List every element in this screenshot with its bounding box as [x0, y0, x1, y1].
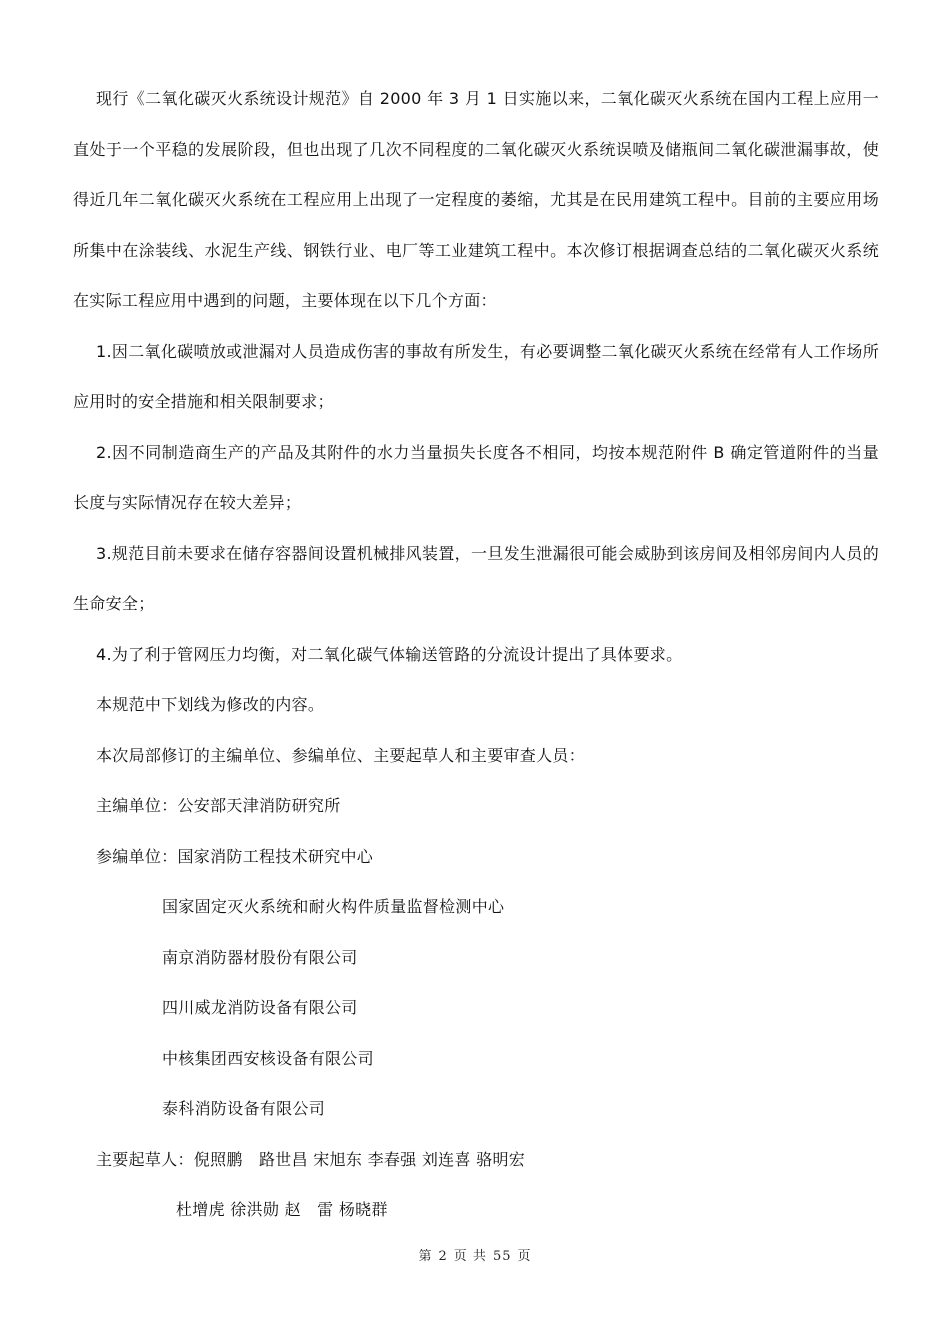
- participating-unit-2: 国家固定灭火系统和耐火构件质量监督检测中心: [162, 897, 505, 916]
- participating-unit-5: 中核集团西安核设备有限公司: [162, 1048, 374, 1068]
- footer-total-pages: 55: [492, 1249, 512, 1264]
- participating-unit-6: 泰科消防设备有限公司: [162, 1099, 326, 1118]
- item-1-paragraph: 1.因二氧化碳喷放或泄漏对人员造成伤害的事故有所发生，有必要调整二氧化碳灭火系统在经常有人工作场所应用时的安全措施和相关限制要求；: [73, 341, 879, 411]
- footer-suffix: 页: [517, 1249, 532, 1264]
- intro-paragraph: 现行《二氧化碳灭火系统设计规范》自 2000 年 3 月 1 日实施以来，二氧化碳灭火系统在国内工程上应用一直处于一个平稳的发展阶段，但也出现了几次不同程度的二氧化碳灭火系统误喷及储瓶间二氧化碳泄漏事故，使得近几年二氧化碳灭火系统在工程应用上出现了一定程度的萎缩，尤其是在民用建筑工程中。目前的主要应用场所集中在涂装线、水泥生产线、钢铁行业、电厂等工业建筑工程中。本次修订根据调查总结的二氧化碳灭火系统在实际工程应用中遇到的问题，主要体现在以下几个方面：: [73, 89, 879, 310]
- item-4-paragraph: 4.为了利于管网压力均衡，对二氧化碳气体输送管路的分流设计提出了具体要求。: [96, 644, 683, 664]
- participating-unit-first: 参编单位：国家消防工程技术研究中心: [96, 846, 374, 866]
- footer-page-number: 2: [438, 1249, 448, 1264]
- drafters-line-2: 杜增虎 徐洪勋 赵 雷 杨晓群: [176, 1200, 388, 1219]
- drafters-line-1: 主要起草人：倪照鹏 路世昌 宋旭东 李春强 刘连喜 骆明宏: [96, 1149, 526, 1169]
- underline-note: 本规范中下划线为修改的内容。: [96, 695, 325, 714]
- participating-unit-4: 四川威龙消防设备有限公司: [162, 998, 358, 1017]
- item-2-paragraph: 2.因不同制造商生产的产品及其附件的水力当量损失长度各不相同，均按本规范附件 B 确定管道附件的当量长度与实际情况存在较大差异；: [73, 442, 879, 512]
- footer-middle: 页 共: [453, 1249, 487, 1264]
- footer-prefix: 第: [418, 1249, 433, 1264]
- chief-editor-unit: 主编单位：公安部天津消防研究所: [96, 796, 341, 815]
- document-body: [73, 74, 879, 1236]
- participating-unit-3: 南京消防器材股份有限公司: [162, 947, 358, 967]
- page-footer: [0, 1245, 950, 1264]
- revision-units-intro: 本次局部修订的主编单位、参编单位、主要起草人和主要审查人员：: [96, 745, 586, 765]
- item-3-paragraph: 3.规范目前未要求在储存容器间设置机械排风装置，一旦发生泄漏很可能会威胁到该房间及相邻房间内人员的生命安全；: [73, 543, 879, 613]
